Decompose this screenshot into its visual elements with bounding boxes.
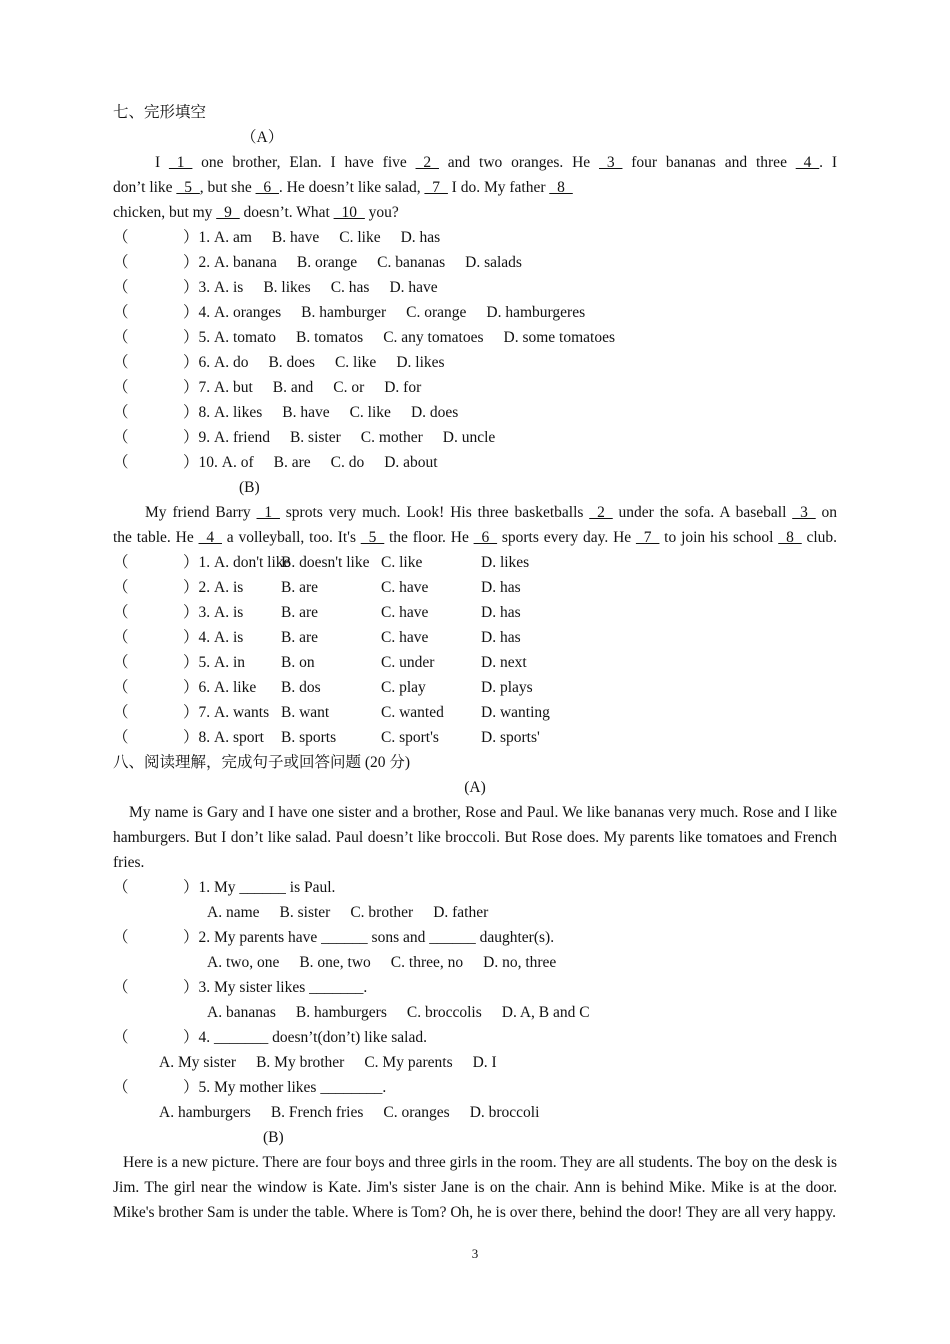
option-label: A. tomato [214,329,277,346]
blank-10: _10_ [333,204,365,221]
option-label: B. orange [296,254,358,271]
option-label: C. any tomatoes [383,329,484,346]
option-label: C. like [339,229,381,246]
option-label: A. sport [214,729,264,746]
blank-b5: _5_ [360,529,385,546]
option-label: D. broccoli [469,1104,540,1121]
option-label: B. does [268,354,315,371]
option-label: C. broccolis [406,1004,482,1021]
reading-b-label: (B) [263,1129,284,1146]
question-row [113,650,837,675]
option-label: C. brother [350,904,414,921]
option-label: D. has [481,604,521,621]
reading-a-label: (A) [464,779,486,796]
option-label: D. for [384,379,422,396]
option-label: C. My parents [364,1054,453,1071]
blank-5: _5_ [176,179,200,196]
question-number: ）4. [183,304,211,321]
question-row [113,975,837,1000]
option-label: C. three, no [390,954,464,971]
options-row [113,900,837,925]
answer-paren: （ [113,729,129,746]
option-label: B. likes [263,279,311,296]
question-text: ）4. _______ doesn’t(don’t) like salad. [183,1029,427,1046]
question-row [113,325,837,350]
options-row [113,1050,837,1075]
option-label: A. hamburgers [159,1104,251,1121]
question-number: ）6. [183,354,211,371]
option-label: A. oranges [214,304,282,321]
option-label: C. or [333,379,365,396]
question-row [113,725,837,750]
blank-b1: _1_ [256,504,280,521]
option-label: B. My brother [256,1054,345,1071]
answer-paren: （ [113,554,129,571]
option-label: D. does [410,404,459,421]
option-label: B. dos [281,679,321,696]
blank-b8: _8_ [778,529,802,546]
option-label: A. is [214,279,244,296]
option-label: B. sister [279,904,331,921]
option-label: B. hamburgers [295,1004,387,1021]
question-row [113,600,837,625]
option-label: A. banana [214,254,277,271]
option-label: A. am [214,229,252,246]
option-label: C. do [330,454,365,471]
option-label: B. tomatos [296,329,364,346]
option-label: D. has [481,629,521,646]
blank-b2: _2_ [589,504,613,521]
question-row [113,400,837,425]
question-row [113,225,837,250]
question-row [113,425,837,450]
option-label: C. wanted [381,704,444,721]
question-row [113,700,837,725]
question-text: ）5. My mother likes ________. [183,1079,387,1096]
option-label: B. on [281,654,315,671]
answer-paren: （ [113,379,129,396]
question-number: ）4. [183,629,211,646]
option-label: A. but [214,379,253,396]
answer-paren: （ [113,254,129,271]
option-label: A. like [214,679,257,696]
option-label: B. want [281,704,330,721]
question-number: ）6. [183,679,211,696]
reading-question-list [113,875,837,1125]
option-label: A. is [214,629,244,646]
question-list-b [113,550,837,750]
question-text: ）3. My sister likes _______. [183,979,368,996]
option-label: B. one, two [299,954,371,971]
option-label: C. bananas [377,254,446,271]
blank-b6: _6_ [473,529,497,546]
answer-paren: （ [113,429,129,446]
option-label: A. of [221,454,254,471]
option-label: A. My sister [159,1054,237,1071]
question-text: ）1. My ______ is Paul. [183,879,336,896]
option-label: A. name [207,904,260,921]
option-label: D. have [389,279,438,296]
cloze-passage-a: I _1_ one brother, Elan. I have five _2_ and two oranges. He _3_ four bananas and three _4_. I don’t like _5_, but she _6_. He doesn’t like salad, _7_ I do. My father _8_ chicken, but my _9_ doesn’t. What _10_ you? [113,154,837,221]
blank-9: _9_ [216,204,240,221]
option-label: C. oranges [383,1104,450,1121]
question-row [113,350,837,375]
option-label: C. sport's [381,729,439,746]
option-label: D. about [384,454,438,471]
question-number: ）3. [183,279,211,296]
question-row [113,1025,837,1050]
option-label: B. hamburger [301,304,387,321]
answer-paren: （ [113,704,129,721]
option-label: C. like [381,554,423,571]
blank-3: _3_ [599,154,623,171]
question-row [113,450,837,475]
question-row [113,275,837,300]
option-label: A. friend [214,429,270,446]
option-label: A. two, one [207,954,280,971]
blank-6: _6_ [255,179,279,196]
option-label: A. in [214,654,246,671]
option-label: A. is [214,579,244,596]
question-row [113,300,837,325]
question-number: ）5. [183,329,211,346]
question-row [113,1075,837,1100]
option-label: C. under [381,654,435,671]
blank-b7: _7_ [636,529,660,546]
question-number: ）2. [183,254,211,271]
question-number: ）8. [183,729,211,746]
question-row [113,875,837,900]
answer-paren: （ [113,579,129,596]
option-label: B. have [271,229,320,246]
option-label: B. doesn't like [281,554,370,571]
answer-paren: （ [113,229,129,246]
answer-paren: （ [113,654,129,671]
option-label: D. some tomatoes [503,329,615,346]
question-number: ）7. [183,379,211,396]
question-number: ）8. [183,404,211,421]
question-number: ）2. [183,579,211,596]
reading-passage-b: Here is a new picture. There are four boys and three girls in the room. They are all students. The boy on the desk is Jim. The girl near the window is Kate. Jim's sister Jane is on the chair. Ann is behind Mike. Mike is at the door. Mike's brother Sam is under the table. Where is Tom? Oh, he is over there, behind the door! They are all very happy. [113,1154,837,1221]
option-label: D. hamburgeres [486,304,586,321]
option-label: D. likes [481,554,530,571]
question-row [113,625,837,650]
option-label: C. have [381,604,429,621]
option-label: C. has [330,279,370,296]
answer-paren: （ [113,1029,129,1046]
part-a-label: （A） [241,129,284,146]
option-label: A. don't like [214,554,291,571]
answer-paren: （ [113,604,129,621]
question-number: ）9. [183,429,211,446]
option-label: D. has [481,579,521,596]
option-label: D. I [472,1054,497,1071]
reading-passage-a: My name is Gary and I have one sister and a brother, Rose and Paul. We like bananas very much. Rose and I like hamburgers. But I don’t like salad. Paul doesn’t like broccoli. But Rose does. My parents like tomatoes and French fries. [113,804,837,871]
section-7-title: 七、完形填空 [113,104,207,121]
option-label: B. have [282,404,330,421]
option-label: D. has [400,229,441,246]
answer-paren: （ [113,679,129,696]
option-label: A. wants [214,704,270,721]
blank-1: _1_ [169,154,193,171]
question-number: ）7. [183,704,211,721]
question-number: ）1. [183,229,211,246]
options-row [113,1100,837,1125]
option-label: C. like [334,354,377,371]
option-label: C. have [381,579,429,596]
question-row [113,550,837,575]
option-label: B. are [281,579,319,596]
blank-7: _7_ [424,179,448,196]
option-label: B. sports [281,729,337,746]
option-label: A. is [214,604,244,621]
question-number: ）10. [183,454,218,471]
answer-paren: （ [113,454,129,471]
blank-b3: _3_ [792,504,816,521]
question-text: ）2. My parents have ______ sons and ______ daughter(s). [183,929,555,946]
option-label: D. next [481,654,527,671]
option-label: D. plays [481,679,533,696]
option-label: C. like [349,404,391,421]
question-number: ）5. [183,654,211,671]
answer-paren: （ [113,879,129,896]
option-label: D. uncle [442,429,496,446]
blank-8: _8_ [549,179,573,196]
option-label: D. father [433,904,489,921]
option-label: B. are [273,454,311,471]
option-label: B. are [281,604,319,621]
option-label: D. no, three [483,954,557,971]
page-number: 3 [471,1246,479,1261]
option-label: A. do [214,354,249,371]
option-label: A. bananas [207,1004,276,1021]
question-row [113,375,837,400]
question-row [113,575,837,600]
answer-paren: （ [113,354,129,371]
blank-b4: _4_ [198,529,222,546]
option-label: D. likes [396,354,445,371]
option-label: D. wanting [481,704,550,721]
section-8-title: 八、阅读理解，完成句子或回答问题 (20 分) [113,754,411,771]
question-number: ）1. [183,554,211,571]
part-b-label: (B) [239,479,260,496]
option-label: C. have [381,629,429,646]
option-label: D. salads [465,254,522,271]
option-label: C. mother [360,429,423,446]
options-row [113,950,837,975]
option-label: B. and [272,379,314,396]
answer-paren: （ [113,329,129,346]
answer-paren: （ [113,279,129,296]
answer-paren: （ [113,1079,129,1096]
option-label: D. A, B and C [501,1004,590,1021]
option-label: B. French fries [270,1104,364,1121]
option-label: A. likes [214,404,263,421]
option-label: B. sister [289,429,341,446]
option-label: C. play [381,679,426,696]
answer-paren: （ [113,979,129,996]
blank-2: _2_ [415,154,439,171]
option-label: D. sports' [481,729,540,746]
cloze-passage-b: My friend Barry _1_ sprots very much. Look! His three basketballs _2_ under the sofa. A baseball _3_ on the table. He _4_ a volleyball, too. It's _5_ the floor. He _6_ sports every day. He _7_ to join his school _8_ club. [113,504,837,546]
answer-paren: （ [113,629,129,646]
question-row [113,925,837,950]
blank-4: _4_ [795,154,820,171]
answer-paren: （ [113,929,129,946]
question-number: ）3. [183,604,211,621]
answer-paren: （ [113,404,129,421]
question-row [113,675,837,700]
option-label: C. orange [406,304,467,321]
option-label: B. are [281,629,319,646]
question-list-a [113,225,837,475]
options-row [113,1000,837,1025]
question-row [113,250,837,275]
answer-paren: （ [113,304,129,321]
worksheet-page [113,100,837,1225]
